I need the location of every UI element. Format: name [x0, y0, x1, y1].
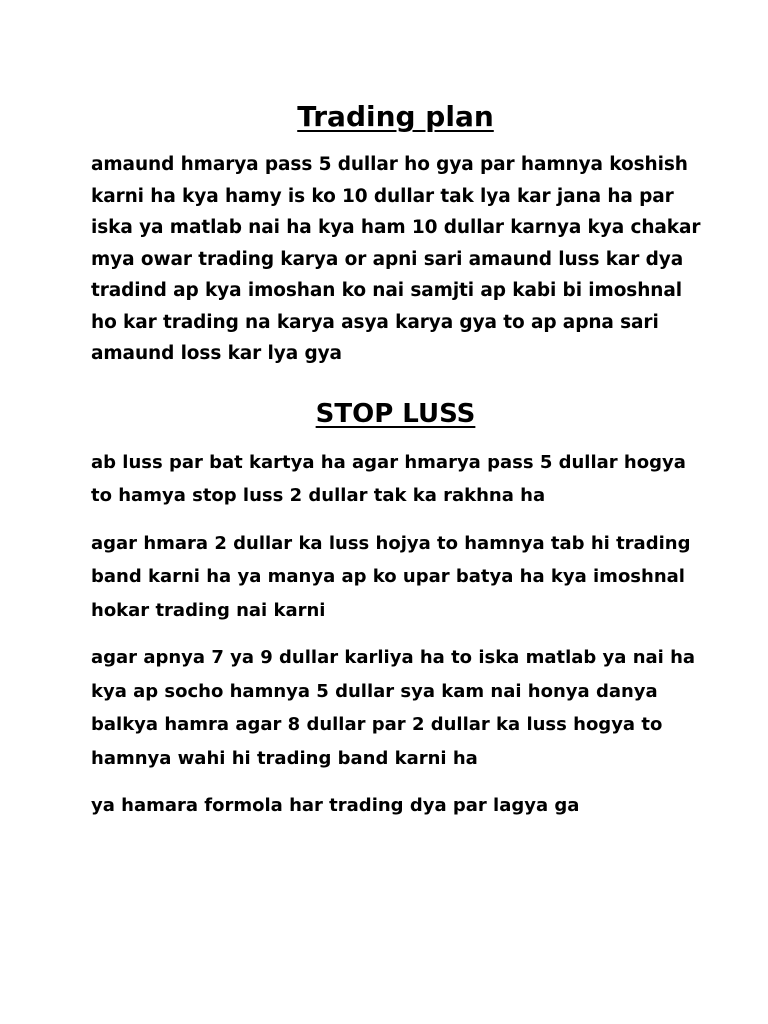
intro-paragraph: amaund hmarya pass 5 dullar ho gya par hamnya koshish karni ha kya hamy is ko 10 dullar tak lya kar jana ha par iska ya matlab nai ha kya ham 10 dullar karnya kya chakar mya owar trading karya or apni sari amaund luss kar dya tradind ap kya imoshan ko nai samjti ap kabi bi imoshnal ho kar trading na karya asya karya gya to ap apna sari amaund loss kar lya gya: [91, 154, 701, 364]
paragraph-3: agar apnya 7 ya 9 dullar karliya ha to iska matlab ya nai ha kya ap socho hamnya 5 dullar sya kam nai honya danya balkya hamra agar 8 dullar par 2 dullar ka luss hogya to hamnya wahi hi trading band karni ha: [91, 647, 696, 769]
paragraph-4: ya hamara formola har trading dya par lagya ga: [91, 795, 580, 816]
section-title-stop-luss: STOP LUSS: [315, 398, 476, 429]
paragraph-1: ab luss par bat kartya ha agar hmarya pass 5 dullar hogya to hamya stop luss 2 dullar tak ka rakhna ha: [91, 451, 686, 506]
paragraph-2: agar hmara 2 dullar ka luss hojya to hamnya tab hi trading band karni ha ya manya ap ko upar batya ha kya imoshnal hokar trading nai karni: [91, 532, 691, 621]
document-title: Trading plan: [297, 100, 494, 133]
